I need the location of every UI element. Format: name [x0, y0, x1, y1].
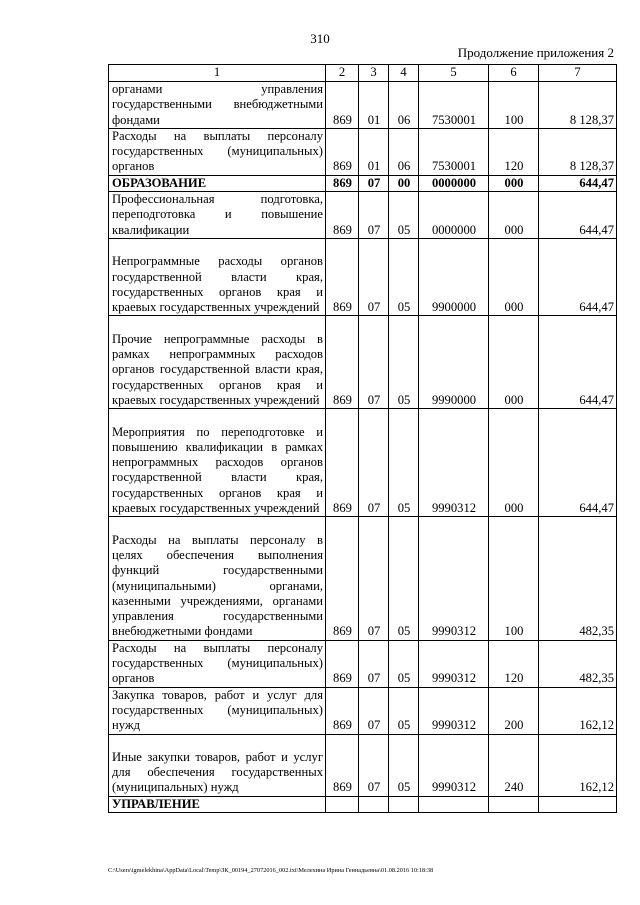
- column-header: 7: [539, 65, 617, 82]
- section-code: 07: [359, 517, 389, 640]
- table-row: [109, 687, 617, 734]
- subsection-code: 05: [389, 734, 419, 796]
- expense-type-code: 100: [489, 82, 539, 129]
- ministry-code: 869: [326, 517, 359, 640]
- expense-type-code: 000: [489, 409, 539, 517]
- expense-type-code: 120: [489, 640, 539, 687]
- expense-type-code: [489, 796, 539, 812]
- table-row: [109, 82, 617, 129]
- amount-value: 644,47: [539, 192, 617, 239]
- column-header: 1: [109, 65, 326, 82]
- ministry-code: 869: [326, 316, 359, 409]
- ministry-code: 869: [326, 238, 359, 316]
- column-header: 5: [419, 65, 489, 82]
- target-item-code: 9990312: [419, 687, 489, 734]
- target-item-code: 9900000: [419, 238, 489, 316]
- expense-type-code: 000: [489, 238, 539, 316]
- expense-type-code: 100: [489, 517, 539, 640]
- ministry-code: 869: [326, 82, 359, 129]
- expense-type-code: 200: [489, 687, 539, 734]
- amount-value: 482,35: [539, 517, 617, 640]
- table-row: [109, 238, 617, 316]
- section-code: 01: [359, 128, 389, 175]
- amount-value: 644,47: [539, 409, 617, 517]
- amount-value: 644,47: [539, 238, 617, 316]
- table-row: [109, 796, 617, 812]
- subsection-code: 05: [389, 238, 419, 316]
- section-code: 07: [359, 192, 389, 239]
- table-row: [109, 316, 617, 409]
- amount-value: 8 128,37: [539, 82, 617, 129]
- ministry-code: 869: [326, 734, 359, 796]
- row-description: Мероприятия по переподготовке и повышению квалификации в рамках непрограммных расходов органов государственной власти края, государственных органов края и краевых государственных учреждений: [109, 409, 326, 517]
- expense-type-code: 240: [489, 734, 539, 796]
- row-description: УПРАВЛЕНИЕ: [109, 796, 326, 812]
- column-header: 2: [326, 65, 359, 82]
- subsection-code: 06: [389, 82, 419, 129]
- table-header-row: [109, 65, 617, 82]
- column-header: 6: [489, 65, 539, 82]
- column-header: 3: [359, 65, 389, 82]
- row-description: Непрограммные расходы органов государственной власти края, государственных органов края и краевых государственных учреждений: [109, 238, 326, 316]
- file-path-footer: C:\Users\igmelekhina\AppData\Local\Temp\ЗК_00194_27072016_002.txt\Мелехина Ирина Геннадьевна\01.08.2016 10:18:38: [108, 867, 434, 874]
- table-row: [109, 517, 617, 640]
- ministry-code: [326, 796, 359, 812]
- subsection-code: 05: [389, 687, 419, 734]
- target-item-code: 9990312: [419, 734, 489, 796]
- ministry-code: 869: [326, 687, 359, 734]
- subsection-code: 05: [389, 192, 419, 239]
- table-row: [109, 175, 617, 191]
- ministry-code: 869: [326, 640, 359, 687]
- target-item-code: 7530001: [419, 128, 489, 175]
- column-header: 4: [389, 65, 419, 82]
- section-code: 01: [359, 82, 389, 129]
- target-item-code: [419, 796, 489, 812]
- row-description: органами управления государственными внебюджетными фондами: [109, 82, 326, 129]
- section-code: 07: [359, 175, 389, 191]
- ministry-code: 869: [326, 409, 359, 517]
- expense-type-code: 120: [489, 128, 539, 175]
- subsection-code: 05: [389, 316, 419, 409]
- expense-type-code: 000: [489, 175, 539, 191]
- section-code: 07: [359, 734, 389, 796]
- row-description: ОБРАЗОВАНИЕ: [109, 175, 326, 191]
- subsection-code: 05: [389, 517, 419, 640]
- amount-value: [539, 796, 617, 812]
- target-item-code: 9990312: [419, 409, 489, 517]
- target-item-code: 0000000: [419, 175, 489, 191]
- subsection-code: 05: [389, 409, 419, 517]
- budget-table: [108, 64, 617, 813]
- section-code: 07: [359, 238, 389, 316]
- row-description: Расходы на выплаты персоналу государственных (муниципальных) органов: [109, 640, 326, 687]
- amount-value: 482,35: [539, 640, 617, 687]
- row-description: Расходы на выплаты персоналу в целях обеспечения выполнения функций государственными (муниципальными) органами, казенными учреждениями, органами управления государственными внебюджетными фондами: [109, 517, 326, 640]
- section-code: 07: [359, 316, 389, 409]
- table-row: [109, 192, 617, 239]
- subsection-code: 05: [389, 640, 419, 687]
- table-row: [109, 128, 617, 175]
- table-row: [109, 640, 617, 687]
- ministry-code: 869: [326, 175, 359, 191]
- amount-value: 162,12: [539, 687, 617, 734]
- subsection-code: 00: [389, 175, 419, 191]
- appendix-continuation-note: Продолжение приложения 2: [457, 45, 614, 60]
- section-code: 07: [359, 687, 389, 734]
- table-row: [109, 409, 617, 517]
- row-description: Расходы на выплаты персоналу государственных (муниципальных) органов: [109, 128, 326, 175]
- amount-value: 644,47: [539, 175, 617, 191]
- page-number: 310: [310, 31, 330, 46]
- amount-value: 8 128,37: [539, 128, 617, 175]
- target-item-code: 9990000: [419, 316, 489, 409]
- target-item-code: 9990312: [419, 517, 489, 640]
- row-description: Прочие непрограммные расходы в рамках непрограммных расходов органов государственной власти края, государственных органов края и краевых государственных учреждений: [109, 316, 326, 409]
- row-description: Иные закупки товаров, работ и услуг для обеспечения государственных (муниципальных) нужд: [109, 734, 326, 796]
- section-code: 07: [359, 409, 389, 517]
- table-row: [109, 734, 617, 796]
- subsection-code: 06: [389, 128, 419, 175]
- row-description: Профессиональная подготовка, переподготовка и повышение квалификации: [109, 192, 326, 239]
- expense-type-code: 000: [489, 192, 539, 239]
- amount-value: 162,12: [539, 734, 617, 796]
- subsection-code: [389, 796, 419, 812]
- target-item-code: 9990312: [419, 640, 489, 687]
- section-code: 07: [359, 640, 389, 687]
- section-code: [359, 796, 389, 812]
- target-item-code: 0000000: [419, 192, 489, 239]
- target-item-code: 7530001: [419, 82, 489, 129]
- ministry-code: 869: [326, 128, 359, 175]
- row-description: Закупка товаров, работ и услуг для государственных (муниципальных) нужд: [109, 687, 326, 734]
- amount-value: 644,47: [539, 316, 617, 409]
- expense-type-code: 000: [489, 316, 539, 409]
- ministry-code: 869: [326, 192, 359, 239]
